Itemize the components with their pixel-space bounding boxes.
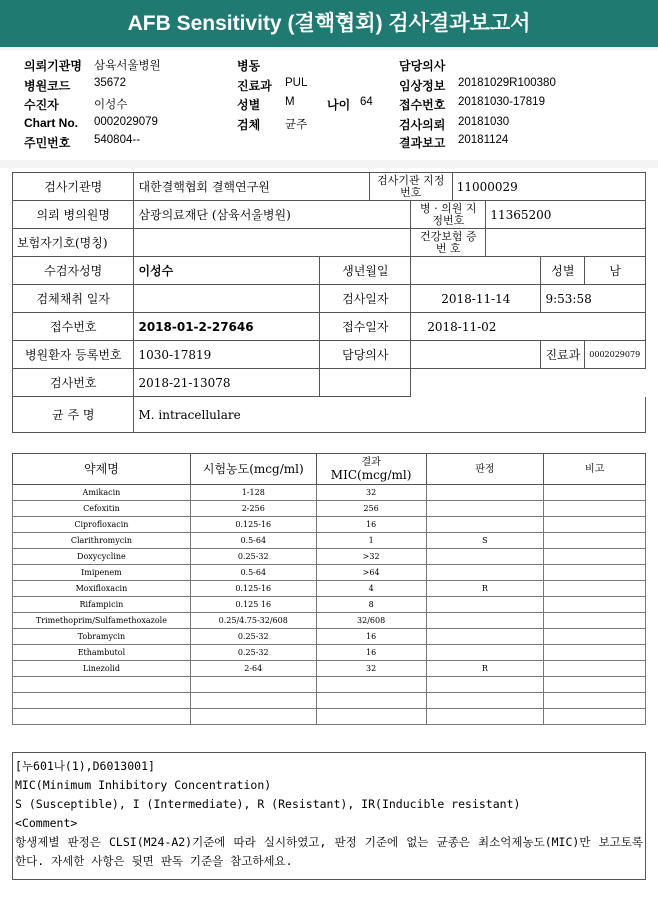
test-no-label: 검사번호 [13,369,134,397]
drug-cell-conc: 0.25-32 [190,645,316,661]
hospital-code-label: 병원코드 [24,79,71,93]
test-time-value: 9:53:58 [541,285,646,313]
drug-cell-mic: 8 [316,597,426,613]
report-title: AFB Sensitivity (결핵협회) 검사결과보고서 [0,0,658,47]
drug-cell-mic: 16 [316,645,426,661]
drug-cell-drug: Tobramycin [13,629,191,645]
drug-cell-drug: Ethambutol [13,645,191,661]
receipt-date-label: 접수일자 [320,313,411,341]
empty-row [13,693,646,709]
drug-cell-note [544,581,646,597]
drug-row [13,581,646,597]
drug-cell-mic: 16 [316,517,426,533]
drug-cell-judge: S [426,533,544,549]
drug-cell-conc: 1-128 [190,485,316,501]
drug-cell-judge [426,693,544,709]
patient-label: 수진자 [24,98,59,112]
comment-mic-def: MIC(Minimum Inhibitory Concentration) [15,778,272,792]
header-separator [0,160,658,168]
health-id-value [486,229,646,257]
drug-row [13,517,646,533]
drug-cell-conc: 0.125-16 [190,517,316,533]
ward-label: 병동 [237,59,261,73]
note-header: 비고 [544,454,646,485]
drug-row [13,661,646,677]
patient-name: 이성수 [134,257,320,285]
drug-cell-conc: 0.25-32 [190,549,316,565]
strain-value: M. intracellulare [134,397,646,433]
drug-cell-note [544,533,646,549]
comment-box [12,752,646,880]
drug-cell-judge [426,549,544,565]
drug-row [13,485,646,501]
dept-label: 진료과 [541,341,585,369]
drug-cell-conc: 0.25-32 [190,629,316,645]
sex-cell-value: 남 [585,257,646,285]
drug-cell-note [544,693,646,709]
judge-header: 판정 [426,454,544,485]
drug-cell-conc: 0.25/4.75-32/608 [190,613,316,629]
drug-cell-note [544,485,646,501]
drug-cell-judge [426,485,544,501]
drug-cell-note [544,709,646,725]
drug-cell-judge: R [426,581,544,597]
chart-no-label: Chart No. [24,116,78,130]
drug-cell-note [544,613,646,629]
drug-row [13,629,646,645]
drug-cell-judge [426,501,544,517]
empty-row [13,709,646,725]
drug-row [13,501,646,517]
drug-cell-mic: 32 [316,661,426,677]
registration-label: 병원환자 등록번호 [13,341,134,369]
receipt-date-value: 2018-11-02 [411,313,646,341]
drug-cell-drug: Doxycycline [13,549,191,565]
info-table [12,172,646,433]
drug-cell-mic: 256 [316,501,426,517]
collect-date-value [134,285,320,313]
department-label: 진료과 [237,79,272,93]
drug-cell-mic: >64 [316,565,426,581]
drug-cell-conc: 0.5-64 [190,533,316,549]
drug-header: 약제명 [13,454,191,485]
comment-code: [누601나(1),D6013001] [15,759,155,773]
drug-cell-drug: Clarithromycin [13,533,191,549]
drug-cell-judge [426,565,544,581]
specimen-label: 검체 [237,118,261,132]
birth-value [411,257,541,285]
drug-cell-judge [426,677,544,693]
drug-cell-mic [316,677,426,693]
drug-cell-mic: >32 [316,549,426,565]
drug-row [13,565,646,581]
drug-cell-drug: Ciprofloxacin [13,517,191,533]
test-no-extra [320,369,411,397]
drug-cell-drug: Imipenem [13,565,191,581]
birth-label: 생년월일 [320,257,411,285]
drug-cell-mic: 1 [316,533,426,549]
drug-cell-drug [13,677,191,693]
test-no-value: 2018-21-13078 [134,369,320,397]
drug-cell-drug [13,709,191,725]
drug-cell-conc: 2-256 [190,501,316,517]
empty-row [13,677,646,693]
drug-row [13,645,646,661]
hospital-id-label: 병 · 의원 지정번호 [411,201,486,229]
drug-cell-conc: 0.5-64 [190,565,316,581]
drug-cell-judge [426,517,544,533]
clinical-info-value: 20181029R100380 [458,77,556,89]
collect-date-label: 검체채취 일자 [13,285,134,313]
drug-cell-judge [426,629,544,645]
drug-row [13,533,646,549]
req-hospital-label: 의뢰 병의원명 [13,201,134,229]
drug-cell-note [544,661,646,677]
attending-doctor-label: 담당의사 [320,341,411,369]
conc-header: 시험농도(mcg/ml) [190,454,316,485]
attending-doctor-value [411,341,541,369]
drug-cell-conc: 2-64 [190,661,316,677]
drug-row [13,597,646,613]
lab-id: 11000029 [452,173,645,201]
registration-value: 1030-17819 [134,341,320,369]
clinical-info-label: 임상정보 [399,79,446,93]
receipt-label: 접수번호 [13,313,134,341]
comment-text: 항생제별 판정은 CLSI(M24-A2)기준에 따라 실시하였고, 판정 기준에 없는 균종은 최소억제농도(MIC)만 보고토록 한다. 자세한 사항은 뒷면 판독 기준을 참고하세요. [15,835,643,868]
sex-label: 성별 [237,98,261,112]
chart-no-value: 0002029079 [94,116,158,128]
resident-no-value: 540804-- [94,134,141,146]
age-value: 64 [360,96,373,108]
report-date-value: 20181124 [458,134,509,146]
drug-cell-drug: Moxifloxacin [13,581,191,597]
doctor-label: 담당의사 [399,59,446,73]
sex-cell-label: 성별 [541,257,585,285]
drug-cell-mic: 32 [316,485,426,501]
drug-cell-conc: 0.125 16 [190,597,316,613]
drug-cell-note [544,645,646,661]
patient-name-label: 수검자성명 [13,257,134,285]
drug-cell-note [544,597,646,613]
report-date-label: 결과보고 [399,136,446,150]
test-date-value: 2018-11-14 [411,285,541,313]
resident-no-label: 주민번호 [24,136,71,150]
hospital-code-value: 35672 [94,77,126,89]
drug-row [13,613,646,629]
drug-row [13,549,646,565]
drug-cell-drug [13,693,191,709]
drug-cell-mic: 32/608 [316,613,426,629]
drug-cell-mic [316,709,426,725]
lab-id-label: 검사기관 지정번호 [369,173,452,201]
drug-cell-judge [426,645,544,661]
comment-legend: S (Susceptible), I (Intermediate), R (Resistant), IR(Inducible resistant) [15,797,521,811]
drug-cell-note [544,517,646,533]
request-date-label: 검사의뢰 [399,118,446,132]
receipt-value: 2018-01-2-27646 [134,313,320,341]
comment-heading: <Comment> [15,816,78,830]
drug-cell-judge [426,709,544,725]
drug-table [12,453,646,725]
drug-cell-drug: Amikacin [13,485,191,501]
drug-cell-judge [426,613,544,629]
drug-cell-mic: 4 [316,581,426,597]
drug-cell-drug: Rifampicin [13,597,191,613]
strain-label: 균 주 명 [13,397,134,433]
drug-cell-note [544,677,646,693]
request-date-value: 20181030 [458,116,510,128]
mic-header [316,454,426,485]
drug-cell-note [544,629,646,645]
drug-cell-note [544,549,646,565]
drug-cell-note [544,565,646,581]
institution-label: 의뢰기관명 [24,59,82,73]
blank-cell [411,369,646,397]
drug-cell-judge: R [426,661,544,677]
health-id-label: 건강보험 증 번 호 [411,229,486,257]
lab-name: 대한결핵협회 결핵연구원 [134,173,369,201]
drug-cell-drug: Cefoxitin [13,501,191,517]
test-date-label: 검사일자 [320,285,411,313]
drug-cell-mic: 16 [316,629,426,645]
drug-table-body [13,485,646,725]
mic-header-top: 결과 [361,457,381,468]
receipt-no-value: 20181030-17819 [458,96,545,108]
drug-cell-drug: Linezolid [13,661,191,677]
req-hospital: 삼광의료재단 (삼육서울병원) [134,201,411,229]
report-header [0,50,658,160]
mic-header-bottom: MIC(mcg/ml) [330,468,412,482]
lab-name-label: 검사기관명 [13,173,134,201]
drug-cell-conc [190,693,316,709]
drug-cell-conc [190,709,316,725]
drug-cell-mic [316,693,426,709]
drug-cell-drug: Trimethoprim/Sulfamethoxazole [13,613,191,629]
receipt-no-label: 접수번호 [399,98,446,112]
drug-cell-note [544,501,646,517]
drug-cell-conc [190,677,316,693]
department-value: PUL [285,77,308,89]
hospital-id: 11365200 [486,201,646,229]
institution-value: 삼육서울병원 [94,60,161,72]
patient-value: 이성수 [94,99,128,111]
sex-value: M [285,96,295,108]
insurance-value [134,229,411,257]
dept-value: 0002029079 [585,341,646,369]
age-label: 나이 [327,98,351,112]
drug-cell-conc: 0.125-16 [190,581,316,597]
specimen-value: 균주 [285,119,308,131]
insurance-label: 보험자기호(명칭) [13,229,134,257]
drug-cell-judge [426,597,544,613]
